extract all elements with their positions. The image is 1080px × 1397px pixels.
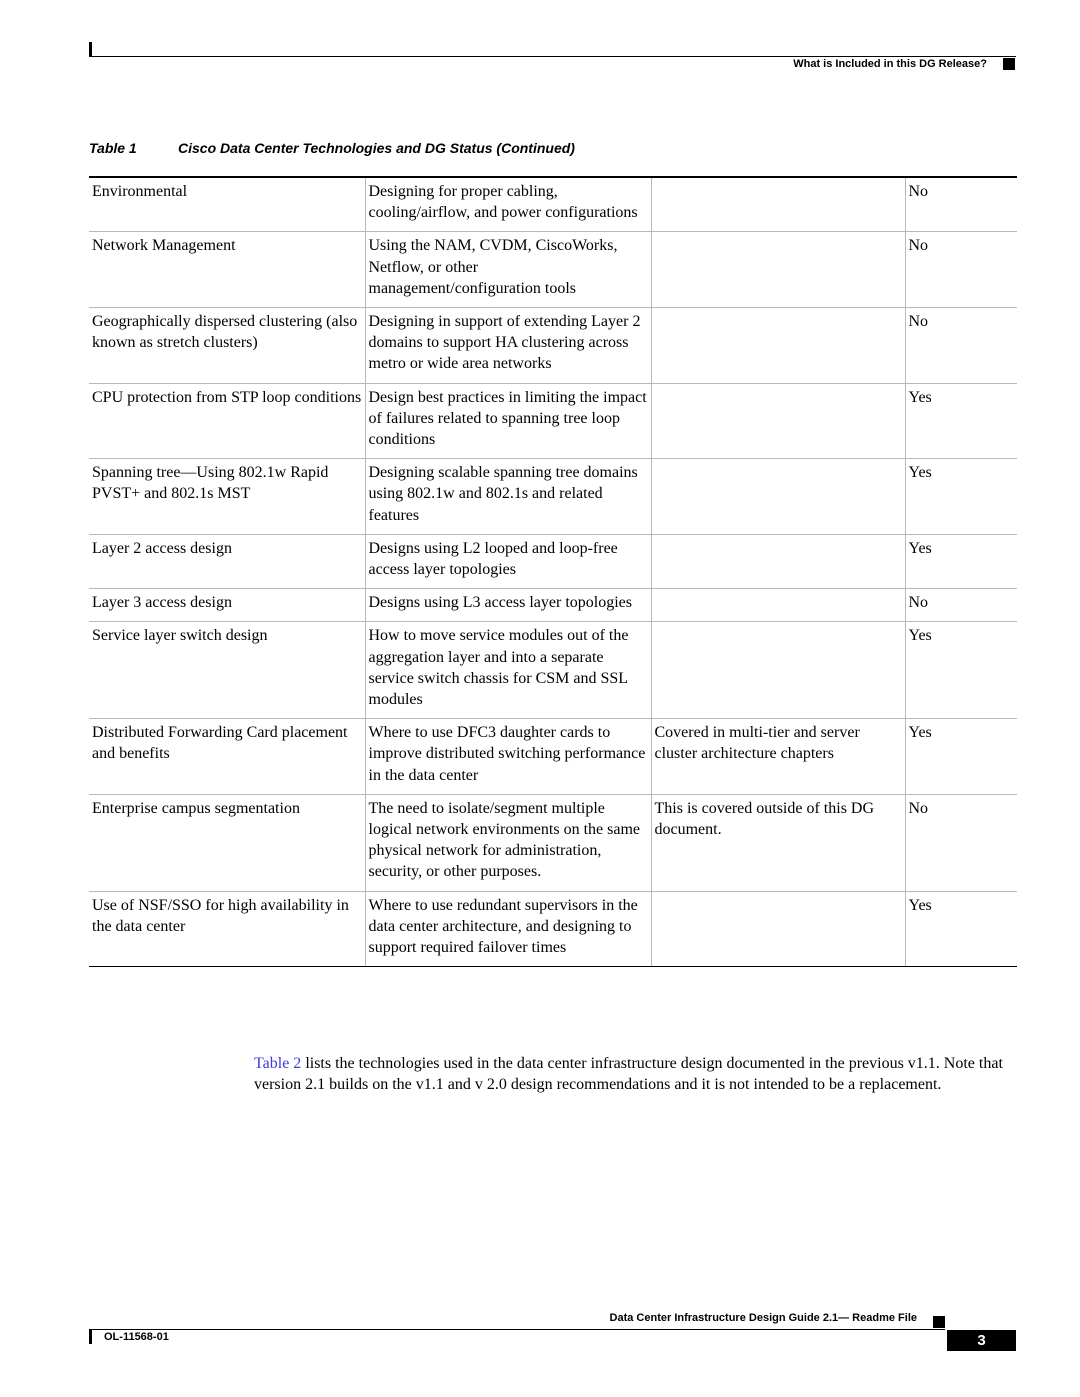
running-header-title: What is Included in this DG Release? — [793, 58, 987, 70]
description-cell: Designing for proper cabling, cooling/airflow, and power configurations — [365, 177, 651, 232]
description-cell: Where to use redundant supervisors in the data center architecture, and designing to support required failover times — [365, 891, 651, 967]
notes-cell — [651, 622, 905, 719]
table-row — [89, 589, 1017, 622]
status-cell: No — [905, 589, 1017, 622]
description-cell: Designing in support of extending Layer 2 domains to support HA clustering across metro or wide area networks — [365, 308, 651, 384]
table-row — [89, 534, 1017, 588]
notes-cell — [651, 308, 905, 384]
status-cell: Yes — [905, 719, 1017, 795]
technology-cell: Use of NSF/SSO for high availability in the data center — [89, 891, 365, 967]
status-cell: No — [905, 232, 1017, 308]
status-cell: Yes — [905, 383, 1017, 459]
technology-cell: Network Management — [89, 232, 365, 308]
description-cell: How to move service modules out of the aggregation layer and into a separate service switch chassis for CSM and SSL modules — [365, 622, 651, 719]
status-cell: No — [905, 794, 1017, 891]
status-cell: Yes — [905, 891, 1017, 967]
table-row — [89, 177, 1017, 232]
description-cell: Where to use DFC3 daughter cards to improve distributed switching performance in the data center — [365, 719, 651, 795]
status-cell: No — [905, 177, 1017, 232]
notes-cell — [651, 177, 905, 232]
notes-cell: Covered in multi-tier and server cluster architecture chapters — [651, 719, 905, 795]
description-cell: Using the NAM, CVDM, CiscoWorks, Netflow, or other management/configuration tools — [365, 232, 651, 308]
document-id: OL-11568-01 — [104, 1331, 169, 1343]
technology-cell: Spanning tree—Using 802.1w Rapid PVST+ and 802.1s MST — [89, 459, 365, 535]
footer-marker-square — [933, 1316, 945, 1328]
header-rule — [89, 56, 1016, 57]
table-row — [89, 308, 1017, 384]
header-left-marker — [89, 42, 92, 56]
technology-cell: Distributed Forwarding Card placement and benefits — [89, 719, 365, 795]
status-cell: No — [905, 308, 1017, 384]
status-cell: Yes — [905, 622, 1017, 719]
notes-cell — [651, 459, 905, 535]
technology-cell: Geographically dispersed clustering (also known as stretch clusters) — [89, 308, 365, 384]
footer-rule — [89, 1329, 945, 1330]
notes-cell: This is covered outside of this DG document. — [651, 794, 905, 891]
table-2-link[interactable]: Table 2 — [254, 1055, 302, 1072]
body-paragraph — [254, 1053, 1018, 1095]
footer-left-marker — [89, 1330, 92, 1344]
page-number: 3 — [947, 1330, 1016, 1351]
footer-title: Data Center Infrastructure Design Guide 2.1— Readme File — [609, 1312, 917, 1324]
table-row — [89, 891, 1017, 967]
table-row — [89, 459, 1017, 535]
description-cell: Designing scalable spanning tree domains using 802.1w and 802.1s and related features — [365, 459, 651, 535]
paragraph-text: lists the technologies used in the data center infrastructure design documented in the previous v1.1. Note that version 2.1 builds on the v1.1 and v 2.0 design recommendations and it is not intended to be a replacement. — [254, 1055, 1003, 1094]
description-cell: Designs using L2 looped and loop-free access layer topologies — [365, 534, 651, 588]
description-cell: Design best practices in limiting the impact of failures related to spanning tree loop conditions — [365, 383, 651, 459]
technology-cell: Environmental — [89, 177, 365, 232]
technology-cell: Enterprise campus segmentation — [89, 794, 365, 891]
notes-cell — [651, 589, 905, 622]
notes-cell — [651, 891, 905, 967]
technology-cell: Service layer switch design — [89, 622, 365, 719]
status-cell: Yes — [905, 459, 1017, 535]
table-row — [89, 794, 1017, 891]
header-marker-square — [1003, 58, 1015, 70]
description-cell: Designs using L3 access layer topologies — [365, 589, 651, 622]
table-caption-label: Table 1 — [89, 140, 137, 156]
technology-cell: CPU protection from STP loop conditions — [89, 383, 365, 459]
technologies-table — [89, 176, 1017, 967]
table-row — [89, 232, 1017, 308]
description-cell: The need to isolate/segment multiple logical network environments on the same physical network for administration, security, or other purposes. — [365, 794, 651, 891]
table-row — [89, 383, 1017, 459]
table-caption-title: Cisco Data Center Technologies and DG Status (Continued) — [178, 140, 575, 156]
notes-cell — [651, 534, 905, 588]
table-caption — [89, 140, 575, 156]
notes-cell — [651, 383, 905, 459]
technology-cell: Layer 3 access design — [89, 589, 365, 622]
table-row — [89, 622, 1017, 719]
table-row — [89, 719, 1017, 795]
notes-cell — [651, 232, 905, 308]
status-cell: Yes — [905, 534, 1017, 588]
technology-cell: Layer 2 access design — [89, 534, 365, 588]
